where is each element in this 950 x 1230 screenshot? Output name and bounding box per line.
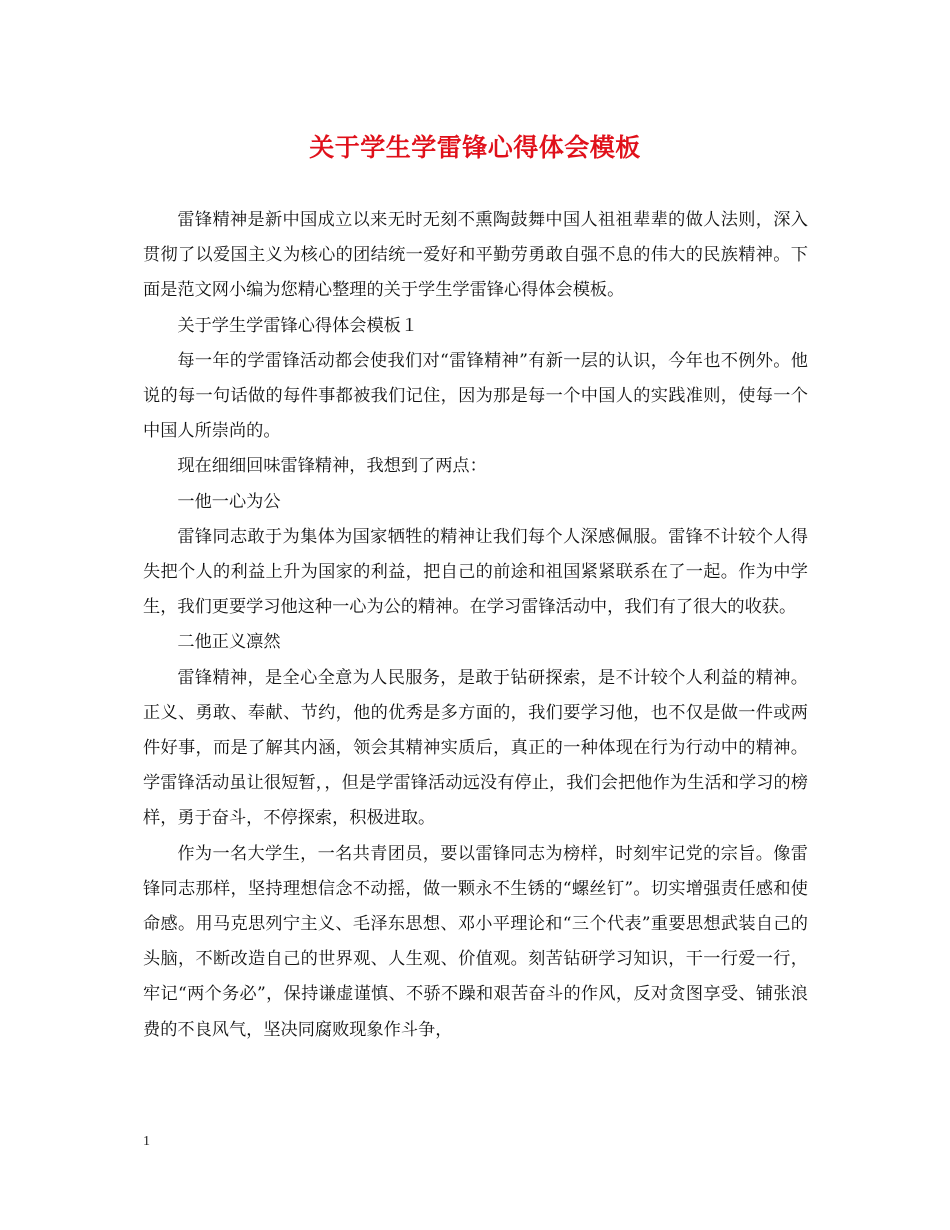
paragraph: 作为一名大学生，一名共青团员，要以雷锋同志为榜样，时刻牢记党的宗旨。像雷锋同志那样，坚持理想信念不动摇，做一颗永不生锈的“螺丝钉”。切实增强责任感和使命感。用马克思列宁主义、毛泽东思想、邓小平理论和“三个代表”重要思想武装自己的头脑，不断改造自己的世界观、人生观、价值观。刻苦钻研学习知识，干一行爱一行，牢记“两个务必”，保持谦虚谨慎、不骄不躁和艰苦奋斗的作风，反对贪图享受、铺张浪费的不良风气，坚决同腐败现象作斗争， [143,843,808,1040]
subheading-two: 二他正义凛然 [177,632,281,653]
document-title: 关于学生学雷锋心得体会模板 [309,133,641,162]
paragraph-intro: 雷锋精神是新中国成立以来无时无刻不熏陶鼓舞中国人祖祖辈辈的做人法则，深入贯彻了以爱国主义为核心的团结统一爱好和平勤劳勇敢自强不息的伟大的民族精神。下面是范文网小编为您精心整理的关于学生学雷锋心得体会模板。 [143,210,808,301]
document-body [143,203,808,1048]
paragraph: 雷锋同志敢于为集体为国家牺牲的精神让我们每个人深感佩服。雷锋不计较个人得失把个人的利益上升为国家的利益，把自己的前途和祖国紧紧联系在了一起。作为中学生，我们更要学习他这种一心为公的精神。在学习雷锋活动中，我们有了很大的收获。 [143,526,808,618]
paragraph: 现在细细回味雷锋精神，我想到了两点： [177,456,487,477]
section-heading: 关于学生学雷锋心得体会模板１ [177,315,419,336]
subheading-one: 一他一心为公 [177,491,281,512]
paragraph: 每一年的学雷锋活动都会使我们对“雷锋精神”有新一层的认识，今年也不例外。他说的每一句话做的每件事都被我们记住，因为那是每一个中国人的实践准则，使每一个中国人所崇尚的。 [143,350,808,442]
paragraph: 雷锋精神，是全心全意为人民服务，是敢于钻研探索，是不计较个人利益的精神。正义、勇敢、奉献、节约，他的优秀是多方面的，我们要学习他，也不仅是做一件或两件好事，而是了解其内涵，领会其精神实质后，真正的一种体现在行为行动中的精神。学雷锋活动虽让很短暂，，但是学雷锋活动远没有停止，我们会把他作为生活和学习的榜样，勇于奋斗，不停探索，积极进取。 [143,667,808,829]
page-number: 1 [143,1134,150,1149]
